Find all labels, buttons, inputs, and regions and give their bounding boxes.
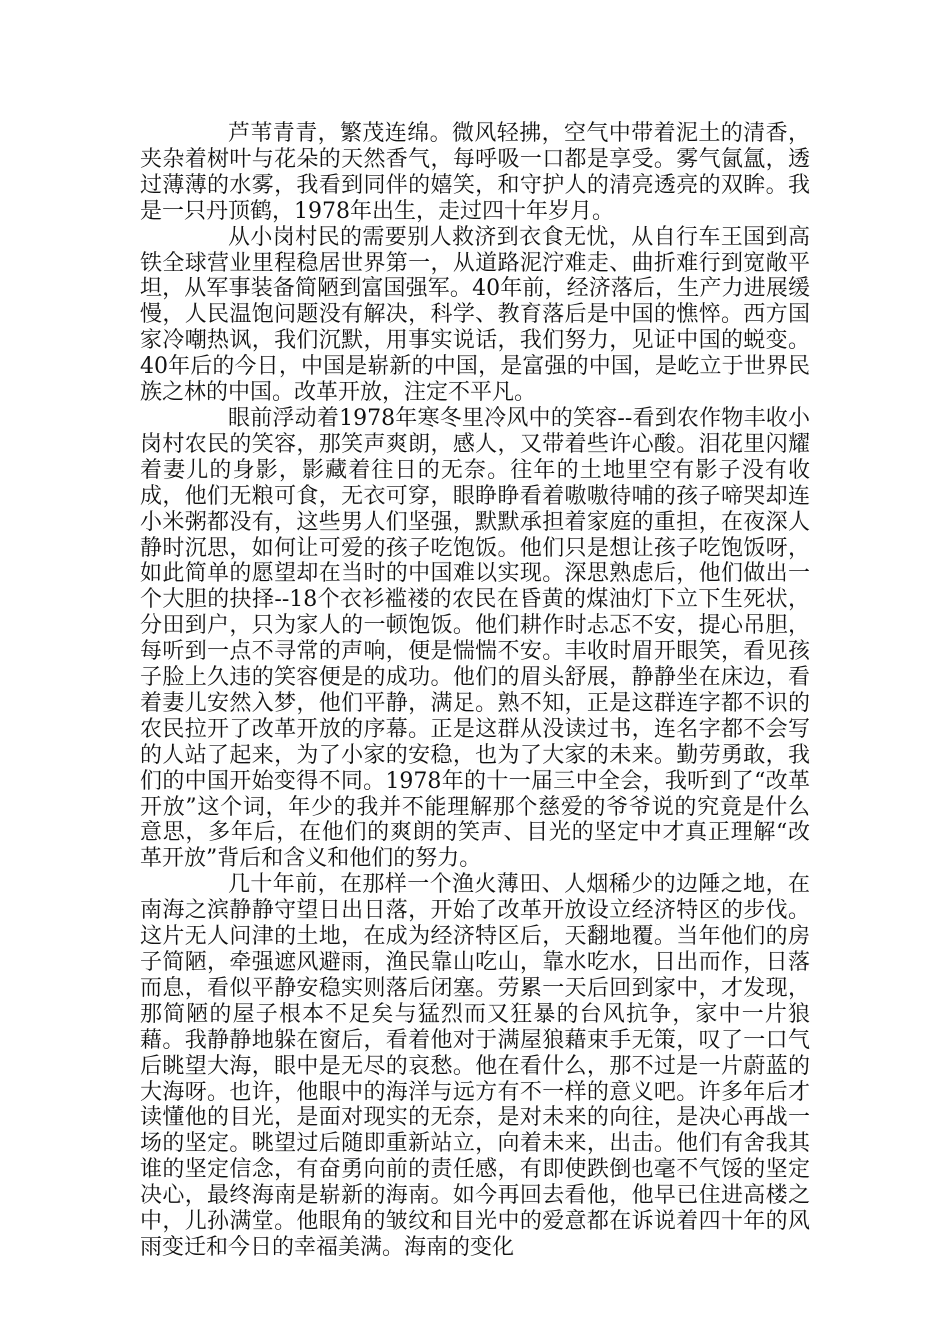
paragraph-hainan: 几十年前，在那样一个渔火薄田、人烟稀少的边陲之地，在南海之滨静静守望日出日落，开始了改革开放设立经济特区的步伐。这片无人问津的土地，在成为经济特区后，天翻地覆。当年他们的房子简陋，牵强遮风避雨，渔民靠山吃山，靠水吃水，日出而作，日落而息，看似平静安稳实则落后闭塞。劳累一天后回到家中，才发现，那简陋的屋子根本不足矣与猛烈而又狂暴的台风抗争，家中一片狼藉。我静静地躲在窗后，看着他对于满屋狼藉束手无策，叹了一口气后眺望大海，眼中是无尽的哀愁。他在看什么，那不过是一片蔚蓝的大海呀。也许，他眼中的海洋与远方有不一样的意义吧。许多年后才读懂他的目光，是面对现实的无奈，是对未来的向往，是决心再战一场的坚定。眺望过后随即重新站立，向着未来，出击。他们有舍我其谁的坚定信念，有奋勇向前的责任感，有即使跌倒也毫不气馁的坚定决心，最终海南是崭新的海南。如今再回去看他，他早已住进高楼之中，儿孙满堂。他眼角的皱纹和目光中的爱意都在诉说着四十年的风雨变迁和今日的幸福美满。海南的变化 bbox=[140, 872, 810, 1260]
paragraph-forty-years: 从小岗村民的需要别人救济到衣食无忧，从自行车王国到高铁全球营业里程稳居世界第一，从道路泥泞难走、曲折难行到宽敞平坦，从军事装备简陋到富国强军。40年前，经济落后，生产力进展缓慢，人民温饱问题没有解决，科学、教育落后是中国的憔悴。西方国家冷嘲热讽，我们沉默，用事实说话，我们努力，见证中国的蜕变。40年后的今日，中国是崭新的中国，是富强的中国，是屹立于世界民族之林的中国。改革开放，注定不平凡。 bbox=[140, 224, 810, 406]
article-body bbox=[140, 121, 810, 1261]
paragraph-xiaogang-village: 眼前浮动着1978年寒冬里冷风中的笑容--看到农作物丰收小岗村农民的笑容，那笑声爽朗，感人，又带着些许心酸。泪花里闪耀着妻儿的身影，影藏着往日的无奈。往年的土地里空有影子没有收成，他们无粮可食，无衣可穿，眼睁睁看着嗷嗷待哺的孩子啼哭却连小米粥都没有，这些男人们坚强，默默承担着家庭的重担，在夜深人静时沉思，如何让可爱的孩子吃饱饭。他们只是想让孩子吃饱饭呀，如此简单的愿望却在当时的中国难以实现。深思熟虑后，他们做出一个大胆的抉择--18个衣衫褴褛的农民在昏黄的煤油灯下立下生死状，分田到户，只为家人的一顿饱饭。他们耕作时忐忑不安，提心吊胆，每听到一点不寻常的声响，便是惴惴不安。丰收时眉开眼笑，看见孩子脸上久违的笑容便是的成功。他们的眉头舒展，静静坐在床边，看着妻儿安然入梦，他们平静，满足。熟不知，正是这群连字都不识的农民拉开了改革开放的序幕。正是这群从没读过书，连名字都不会写的人站了起来，为了小家的安稳，也为了大家的未来。勤劳勇敢，我们的中国开始变得不同。1978年的十一届三中全会，我听到了“改革开放”这个词，年少的我并不能理解那个慈爱的爷爷说的究竟是什么意思，多年后，在他们的爽朗的笑声、目光的坚定中才真正理解“改革开放”背后和含义和他们的努力。 bbox=[140, 405, 810, 872]
paragraph-crane-intro: 芦苇青青，繁茂连绵。微风轻拂，空气中带着泥土的清香，夹杂着树叶与花朵的天然香气，每呼吸一口都是享受。雾气氤氲，透过薄薄的水雾，我看到同伴的嬉笑，和守护人的清亮透亮的双眸。我是一只丹顶鹤，1978年出生，走过四十年岁月。 bbox=[140, 121, 810, 224]
